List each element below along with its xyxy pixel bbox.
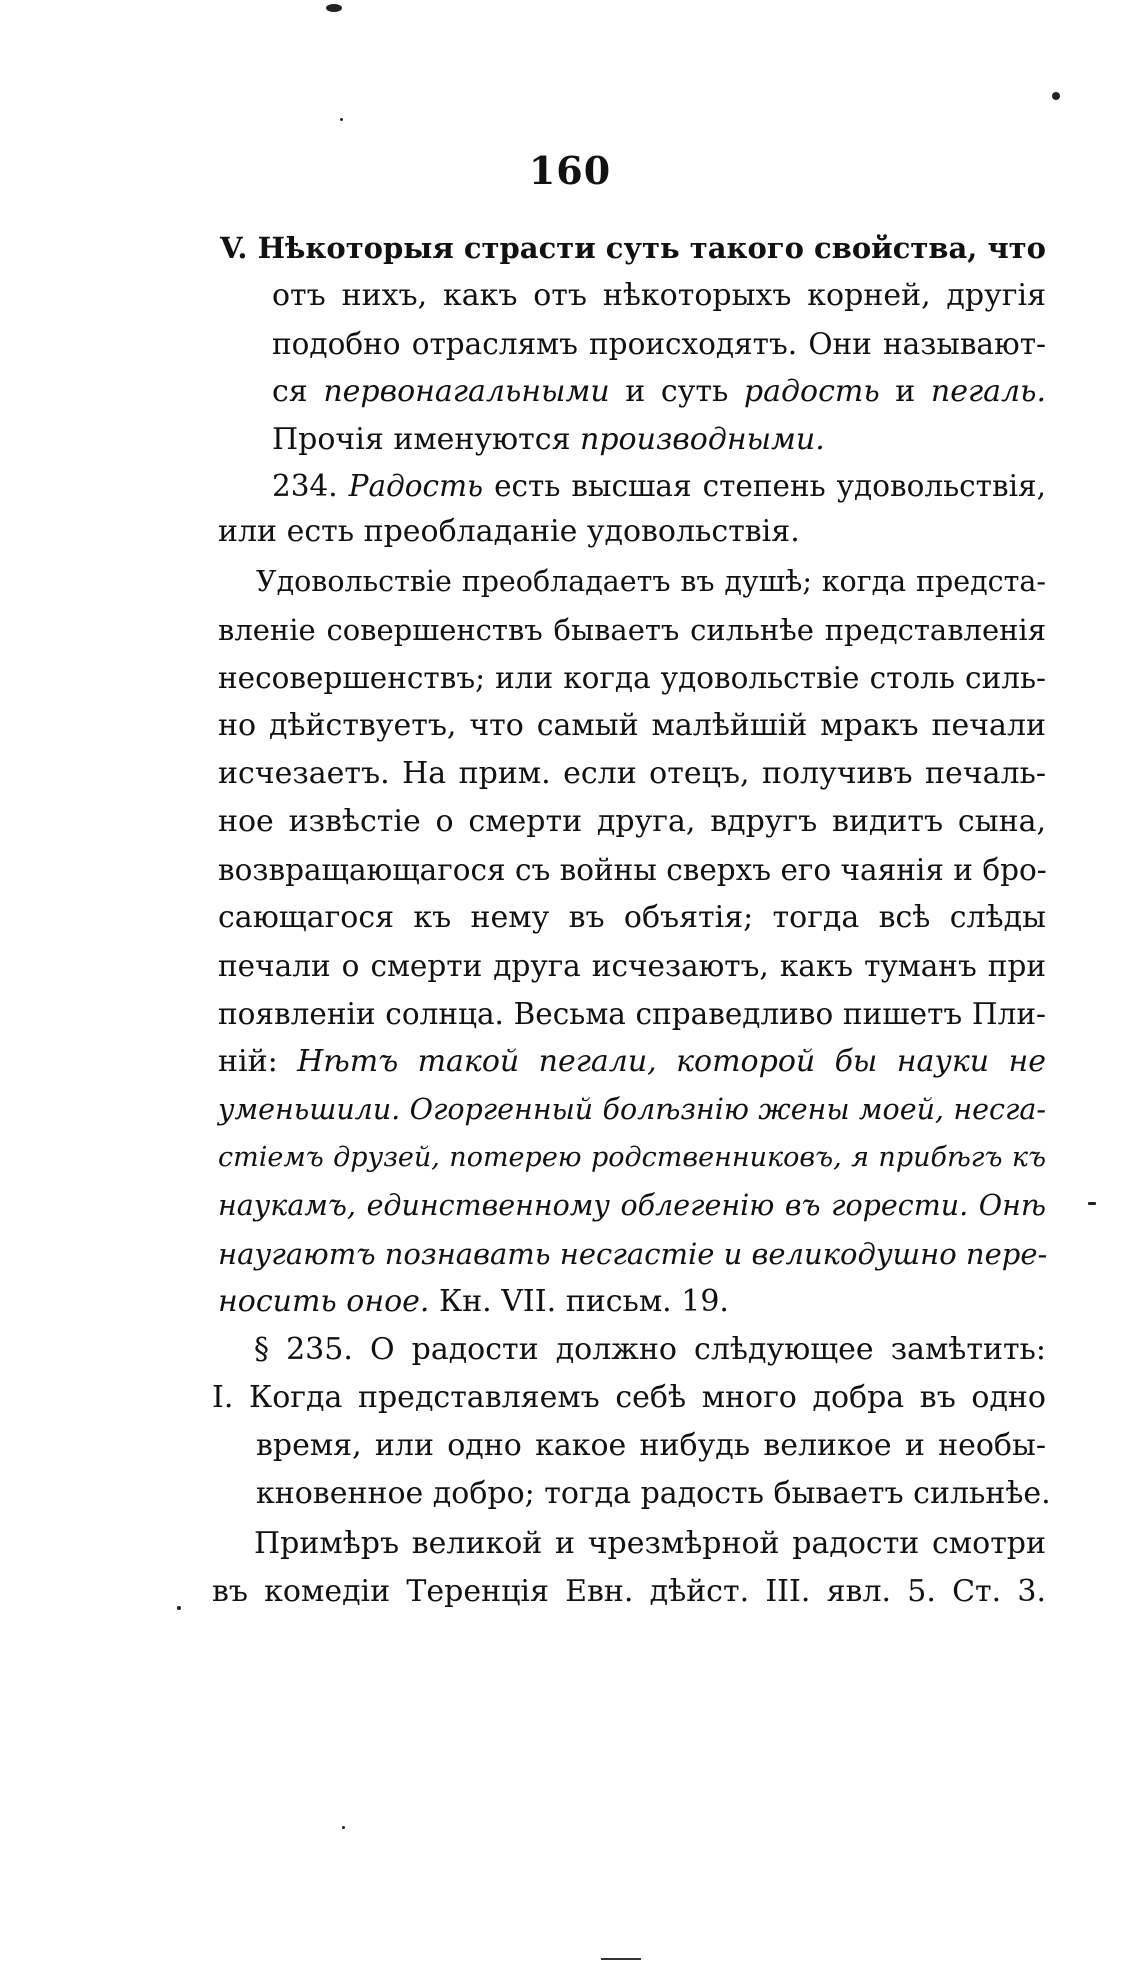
text-run: ній: — [218, 1044, 298, 1079]
text-run: или есть преобладаніе удовольствія. — [218, 514, 800, 549]
text-line — [256, 562, 1046, 606]
text-run: появленіи солнца. Весьма справедливо пишетъ Пли- — [218, 997, 1046, 1031]
text-run: V. Нѣкоторыя страсти суть такого свойства, что — [220, 231, 1046, 265]
text-run: ся — [272, 374, 324, 409]
section-heading: § 235. О радости должно слѣдующее замѣтить: — [254, 1332, 1046, 1367]
page-number: 160 — [528, 148, 612, 193]
text-run: въ комедіи Теренція Евн. дѣйст. III. явл. 5. Ст. 3. — [212, 1574, 1046, 1609]
ink-speck — [326, 4, 342, 12]
text-line — [218, 754, 1046, 798]
text-line — [218, 1234, 1046, 1278]
footer-rule — [601, 1958, 641, 1960]
ink-speck — [1052, 92, 1060, 100]
text-line — [218, 1138, 1046, 1182]
ink-speck — [1088, 1202, 1096, 1205]
text-run: Прочія именуются — [272, 422, 581, 457]
text-line — [254, 1524, 1046, 1568]
text-run: I. Когда представляемъ себѣ много добра въ одно — [212, 1380, 1046, 1415]
italic-quote: наугаютъ познавать несгастіе и великодушно пере- — [218, 1237, 1048, 1271]
text-line — [272, 324, 1046, 368]
text-line — [218, 1090, 1046, 1134]
text-run: сающагося къ нему въ объятія; тогда всѣ слѣды — [218, 900, 1046, 935]
text-line — [218, 946, 1046, 990]
text-run: возвращающагося съ войны сверхъ его чаянія и бро- — [218, 853, 1047, 887]
italic-quote: наукамъ, единственному облегенію въ горести. Онѣ — [218, 1189, 1046, 1222]
italic-term: пегаль. — [930, 374, 1046, 409]
text-line — [272, 466, 1046, 510]
italic-term: производными. — [580, 422, 825, 457]
text-run: есть высшая степень удовольствія, — [483, 469, 1047, 503]
text-line — [218, 850, 1046, 894]
text-line — [218, 1282, 729, 1326]
text-run: вленіе совершенствъ бываетъ сильнѣе представленія — [218, 613, 1046, 647]
text-run: но дѣйствуетъ, что самый малѣйшій мракъ печали — [218, 708, 1046, 743]
text-run: и — [879, 374, 931, 409]
text-line — [256, 1426, 1046, 1470]
text-line — [220, 228, 1046, 272]
italic-quote: стіемъ друзей, потерею родственниковъ, я прибѣгъ къ — [218, 1142, 1046, 1173]
text-line — [218, 1186, 1046, 1230]
italic-quote: носить оное. — [218, 1284, 430, 1319]
italic-term: радость — [743, 374, 880, 409]
text-run: отъ нихъ, какъ отъ нѣкоторыхъ корней, другія — [272, 278, 1046, 313]
text-run: Примѣръ великой и чрезмѣрной радости смотри — [254, 1526, 1046, 1561]
text-line — [272, 276, 1046, 320]
italic-quote: уменьшили. Огоргенный болѣзнію жены моей, несга- — [218, 1093, 1046, 1126]
text-run: печали о смерти друга исчезаютъ, какъ туманъ при — [218, 949, 1046, 983]
text-line — [218, 658, 1046, 702]
text-run: исчезаетъ. На прим. если отецъ, получивъ печаль- — [218, 756, 1046, 791]
text-run: несовершенствъ; или когда удовольствіе столь силь- — [218, 661, 1046, 695]
text-run: Удовольствіе преобладаетъ въ душѣ; когда предста- — [256, 565, 1046, 598]
text-line — [218, 898, 1046, 942]
text-line — [272, 420, 825, 464]
text-run: ное извѣстіе о смерти друга, вдругъ видитъ сына, — [218, 804, 1046, 839]
text-run: кновенное добро; тогда радость бываетъ сильнѣе. — [256, 1476, 1051, 1511]
text-line — [212, 1572, 1046, 1616]
text-line — [218, 1042, 1046, 1086]
text-run: и суть — [609, 374, 744, 409]
text-line — [256, 1474, 1051, 1518]
text-line — [272, 372, 1046, 416]
ink-speck — [342, 1826, 345, 1829]
text-run: время, или одно какое нибудь великое и необы- — [256, 1428, 1046, 1463]
text-line — [212, 1378, 1046, 1422]
italic-term: Радость — [348, 469, 484, 503]
section-number: 234. — [272, 469, 349, 503]
text-line — [218, 610, 1046, 654]
italic-quote: Нѣтъ такой пегали, которой бы науки не — [297, 1044, 1046, 1079]
citation: Кн. VII. письм. 19. — [429, 1284, 729, 1319]
text-line — [218, 706, 1046, 750]
ink-speck — [340, 118, 343, 121]
italic-term: первонагальными — [323, 374, 610, 409]
text-line — [254, 1330, 1046, 1374]
text-line — [218, 512, 800, 556]
text-run: подобно отраслямъ происходятъ. Они называют- — [272, 327, 1046, 361]
ink-speck — [177, 1606, 181, 1610]
text-line — [218, 802, 1046, 846]
text-line — [218, 994, 1046, 1038]
